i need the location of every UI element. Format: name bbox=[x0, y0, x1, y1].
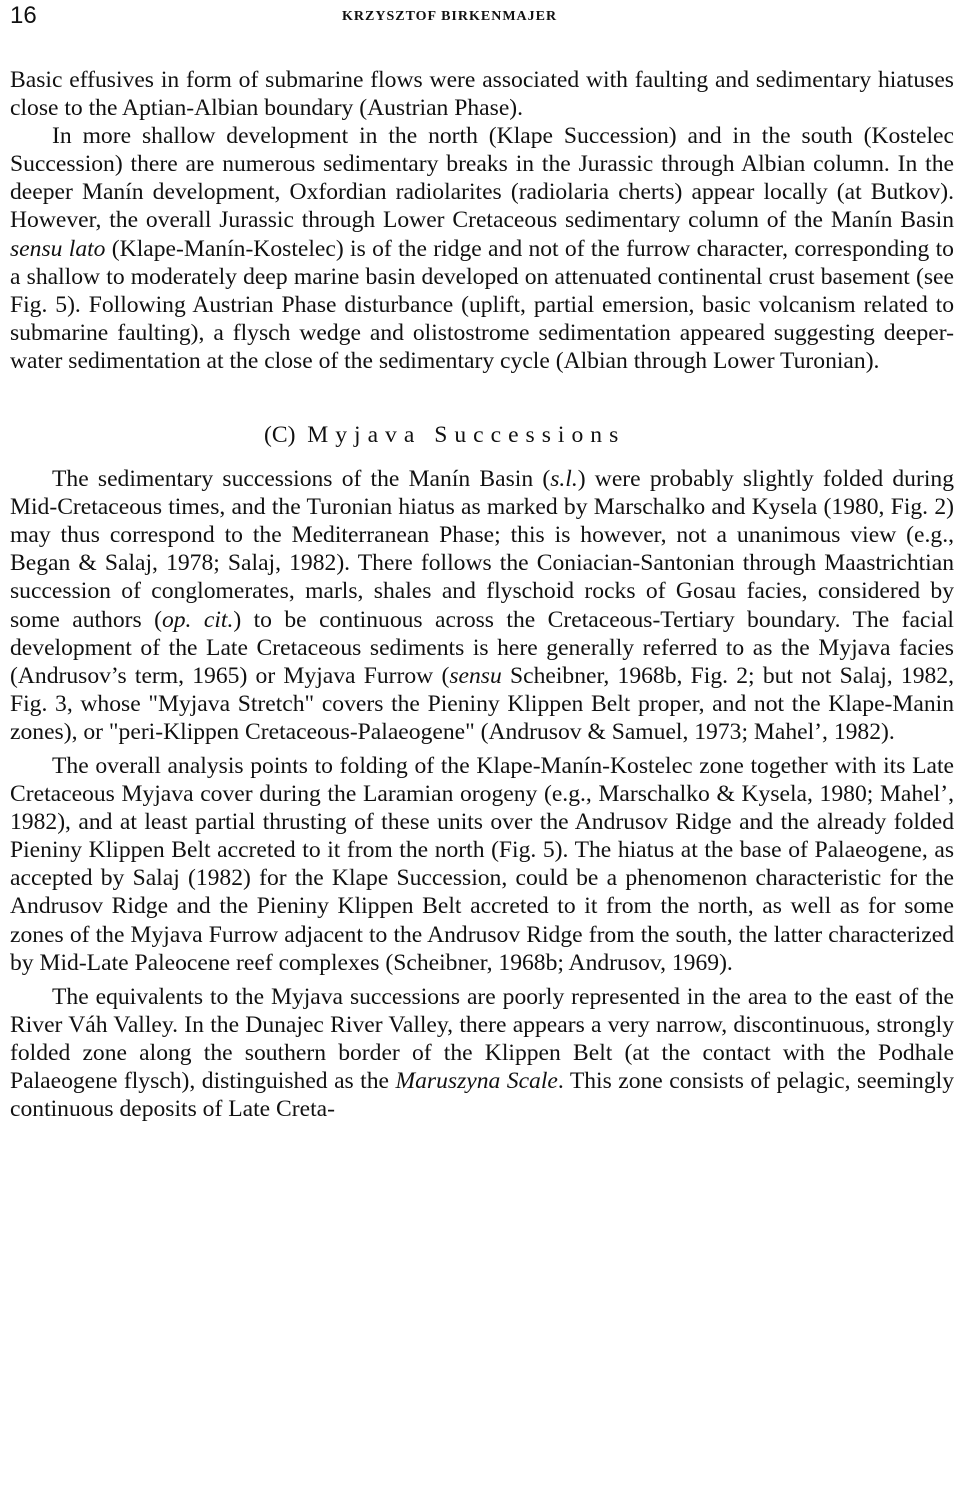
paragraph-2-text-a: In more shallow development in the north (Klape Succession) and in the south (Kostelec Succession) there are numerous sedimentary breaks in the Jurassic through Albian column. In the deeper Manín development, Oxfordian radiolarites (radiolaria cherts) appear locally (at Butkov). However, the overall Jurassic through Lower Cretaceous sedimentary column of the Manín Basin bbox=[10, 123, 954, 234]
running-title: KRZYSZTOF BIRKENMAJER bbox=[342, 9, 558, 24]
paragraph-4: The overall analysis points to folding of the Klape-Manín-Kostelec zone together with its Late Cretaceous Myjava cover during the Laramian orogeny (e.g., Marschalko & Kysela, 1980; Mahel’, 1982), and at least partial thrusting of these units over the Andrusov Ridge and the already folded Pieniny Klippen Belt accreted to it from the north (Fig. 5). The hiatus at the base of Palaeogene, as accepted by Salaj (1982) for the Klape Succession, could be a phenomenon characteristic for the Andrusov Ridge and the Pieniny Klippen Belt accreted to it from the north, as well as for some zones of the Myjava Furrow adjacent to the Andrusov Ridge from the south, the latter characterized by Mid-Late Paleocene reef complexes (Scheibner, 1968b; Andrusov, 1969). bbox=[10, 752, 954, 976]
page-number: 16 bbox=[10, 2, 37, 29]
paragraph-3-italic-3: sensu bbox=[449, 662, 502, 689]
paragraph-3-text-a: The sedimentary successions of the Manín Basin ( bbox=[52, 466, 551, 493]
section-heading bbox=[10, 421, 954, 449]
paragraph-5-italic: Maruszyna Scale bbox=[395, 1068, 558, 1094]
page bbox=[10, 0, 954, 1506]
running-head bbox=[10, 0, 954, 40]
paragraph-3-text-b: ) were probably slightly folded during Mid-Cretaceous times, and the Turonian hiatus as marked by Marschalko and Kysela (1980, Fig. 2) may thus correspond to the Mediterranean Phase; this is however, not a unanimous view (e.g., Began & Salaj, 1978; Salaj, 1982). There follows the Coniacian-Santonian through Maastrichtian succession of conglomerates, marls, shales and flyschoid rocks of Gosau facies, considered by some authors ( bbox=[10, 466, 954, 633]
section-label: (C) bbox=[264, 422, 296, 449]
paragraph-1: Basic effusives in form of submarine flows were associated with faulting and sedimentary hiatuses close to the Aptian-Albian boundary (Austrian Phase). bbox=[10, 67, 954, 122]
paragraph-3-text-d: Scheibner, 1968b, Fig. 2; but not Salaj, 1982, Fig. 3, whose "Myjava Stretch" covers the Pieniny Klippen Belt proper, and not the Klape-Manin zones), or "peri-Klippen Cretaceous-Palaeogene" (Andrusov & Samuel, 1973; Mahel’, 1982). bbox=[10, 662, 955, 745]
paragraph-5-text-b: . This zone consists of pelagic, seemingly continuous deposits of Late Creta- bbox=[10, 1068, 954, 1123]
paragraph-2-italic: sensu lato bbox=[10, 235, 106, 262]
paragraph-3 bbox=[10, 465, 954, 746]
paragraph-5 bbox=[10, 983, 954, 1123]
section-title: Myjava Successions bbox=[307, 422, 626, 449]
paragraph-3-text-c: ) to be continuous across the Cretaceous-Tertiary boundary. The facial development of the Late Cretaceous sediments is here generally referred to as the Myjava facies (Andrusov’s term, 1965) or Myjava Furrow ( bbox=[10, 606, 954, 689]
paragraph-2 bbox=[10, 122, 954, 375]
paragraph-2-text-b: (Klape-Manín-Kostelec) is of the ridge and not of the furrow character, corresponding to a shallow to moderately deep marine basin developed on attenuated continental crust basement (see Fig. 5). Following Austrian Phase disturbance (uplift, partial emersion, basic volcanism related to submarine faulting), a flysch wedge and olistostrome sedimentation appeared suggesting deeper-water sedimentation at the close of the sedimentary cycle (Albian through Lower Turonian). bbox=[10, 235, 954, 374]
paragraph-3-italic-1: s.l. bbox=[550, 466, 578, 493]
paragraph-5-text-a: The equivalents to the Myjava successions are poorly represented in the area to the east of the River Váh Valley. In the Dunajec River Valley, there appears a very narrow, discontinuous, strongly folded zone along the southern border of the Klippen Belt (at the contact with the Podhale Palaeogene flysch), distinguished as the bbox=[10, 983, 954, 1094]
paragraph-3-italic-2: op. cit. bbox=[161, 606, 234, 633]
